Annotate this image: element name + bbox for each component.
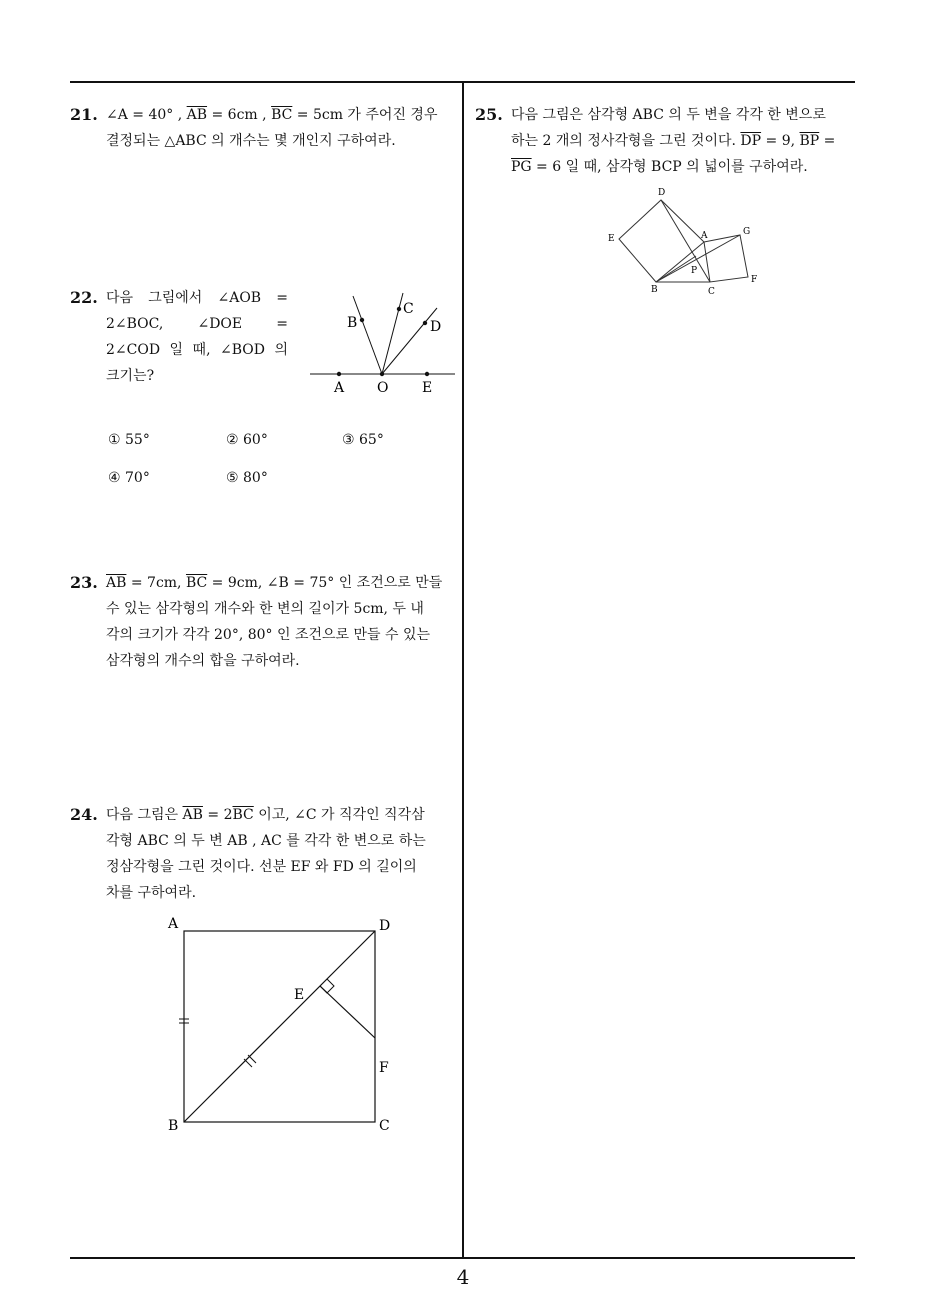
label-e: E <box>422 380 433 396</box>
label-d: D <box>430 319 442 335</box>
choice-3[interactable]: ③ 65° <box>342 432 384 448</box>
point-o <box>380 372 384 376</box>
q22-line: 다음 그림에서 ∠AOB = <box>106 290 288 306</box>
q24-text: 정삼각형을 그린 것이다. 선분 EF 와 FD 의 길이의 <box>106 859 417 875</box>
label-c: C <box>403 301 414 317</box>
q22-line: 2∠COD 일 때, ∠BOD 의 <box>106 342 288 358</box>
q21-text: = 6cm , <box>207 107 272 123</box>
label-o: O <box>377 380 389 396</box>
q25-text: 다음 그림은 삼각형 ABC 의 두 변을 각각 한 변으로 <box>511 107 826 123</box>
label-c: C <box>379 1118 390 1134</box>
question-number: 22. <box>70 288 98 307</box>
q25-text: = 6 일 때, 삼각형 BCP 의 넓이를 구하여라. <box>531 159 808 175</box>
choice-2[interactable]: ② 60° <box>226 432 268 448</box>
q22-line: 2∠BOC, ∠DOE = <box>106 316 288 332</box>
q22-figure <box>305 290 460 400</box>
q21-text: = 5cm 가 주어진 경우 <box>292 107 438 123</box>
ray-ob <box>353 296 382 374</box>
q23-text: = 9cm, ∠B = 75° 인 조건으로 만들 <box>207 575 443 591</box>
right-angle-mark <box>320 979 334 993</box>
segment-dp: $\overline{DP}$ <box>740 133 762 149</box>
q23-text: 삼각형의 개수의 합을 구하여라. <box>106 653 300 669</box>
q24-figure <box>160 912 400 1142</box>
segment-ef <box>320 986 375 1038</box>
q22-choices <box>108 432 438 492</box>
label-g: G <box>743 227 751 237</box>
tick-mark <box>244 1059 252 1067</box>
q24-text: 다음 그림은 <box>106 807 183 823</box>
q23-text: = 7cm, <box>126 575 186 591</box>
segment-pg: $\overline{PG}$ <box>511 159 532 175</box>
question-23 <box>70 570 460 674</box>
label-f: F <box>751 275 758 285</box>
segment-ab: $\overline{AB}$ <box>186 107 208 123</box>
segment-bc: $\overline{BC}$ <box>271 107 293 123</box>
question-number: 23. <box>70 573 98 592</box>
question-22 <box>70 285 288 389</box>
label-p: P <box>691 266 698 276</box>
question-number: 25. <box>475 105 503 124</box>
page-number: 4 <box>456 1265 470 1289</box>
q25-text: 하는 2 개의 정사각형을 그린 것이다. <box>511 133 741 149</box>
label-e: E <box>608 234 615 244</box>
tick-mark <box>248 1055 256 1063</box>
q25-figure <box>600 183 770 298</box>
label-a: A <box>334 380 345 396</box>
question-25 <box>475 102 860 180</box>
q21-text: ∠A = 40° , <box>106 107 187 123</box>
choice-1[interactable]: ① 55° <box>108 432 150 448</box>
diagonal-bd <box>184 931 375 1122</box>
q23-text: 수 있는 삼각형의 개수와 한 변의 길이가 5cm, 두 내 <box>106 601 424 617</box>
q21-text: 결정되는 △ABC 의 개수는 몇 개인지 구하여라. <box>106 133 396 149</box>
q25-text: = 9, <box>761 133 800 149</box>
question-number: 24. <box>70 805 98 824</box>
label-b: B <box>168 1118 179 1134</box>
segment-bp <box>656 256 696 282</box>
point-e <box>425 372 429 376</box>
q24-text: = 2 <box>202 807 233 823</box>
square-acfg <box>704 235 748 282</box>
segment-ab: $\overline{AB}$ <box>182 807 203 823</box>
point-a <box>337 372 341 376</box>
label-b: B <box>347 315 358 331</box>
point-b <box>360 318 364 322</box>
q23-text: 각의 크기가 각각 20°, 80° 인 조건으로 만들 수 있는 <box>106 627 431 643</box>
label-c: C <box>708 287 715 297</box>
q24-text: 각형 ABC 의 두 변 AB , AC 를 각각 한 변으로 하는 <box>106 833 426 849</box>
segment-bc: $\overline{BC}$ <box>232 807 254 823</box>
label-b: B <box>651 285 658 295</box>
point-c <box>397 307 401 311</box>
point-d <box>423 321 427 325</box>
label-a: A <box>701 231 708 241</box>
choice-4[interactable]: ④ 70° <box>108 470 150 486</box>
label-d: D <box>658 188 666 198</box>
q22-line: 크기는? <box>106 368 155 384</box>
footer-rule <box>70 1257 855 1259</box>
segment-bg <box>656 235 740 282</box>
choice-5[interactable]: ⑤ 80° <box>226 470 268 486</box>
q25-text: = <box>819 133 836 149</box>
label-a: A <box>168 916 179 932</box>
segment-ab: $\overline{AB}$ <box>106 575 127 591</box>
column-divider <box>462 82 464 1258</box>
q24-text: 이고, ∠C 가 직각인 직각삼 <box>253 807 425 823</box>
label-d: D <box>379 918 391 934</box>
label-f: F <box>379 1060 389 1076</box>
question-21 <box>70 102 460 154</box>
q24-text: 차를 구하여라. <box>106 885 197 901</box>
question-24 <box>70 802 460 906</box>
label-e: E <box>294 987 305 1003</box>
segment-bp: $\overline{BP}$ <box>799 133 820 149</box>
segment-bc: $\overline{BC}$ <box>185 575 208 591</box>
question-number: 21. <box>70 105 98 124</box>
